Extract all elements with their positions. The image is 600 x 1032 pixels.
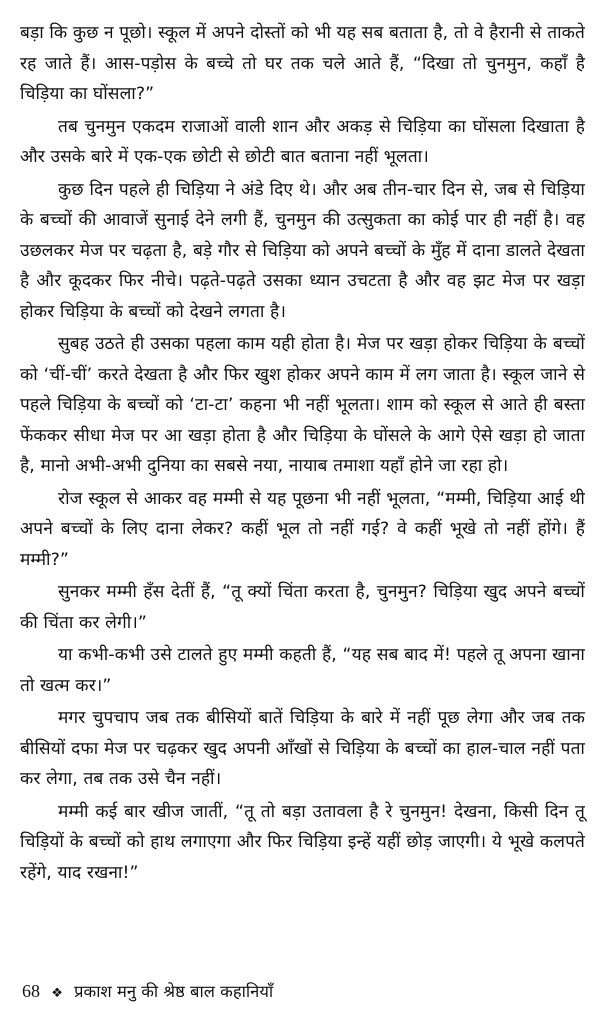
paragraph-7: या कभी-कभी उसे टालते हुए मम्मी कहती हैं, “यह सब बाद में! पहले तू अपना खाना तो खत्म कर।”: [20, 645, 585, 696]
page-body: [20, 18, 585, 890]
page-footer: [22, 978, 273, 1007]
paragraph-5: रोज स्कूल से आकर वह मम्मी से यह पूछना भी नहीं भूलता, “मम्मी, चिड़िया आई थी अपने बच्चों के लिए दाना लेकर? कहीं भूल तो नहीं गई? वे कहीं भूखे तो नहीं होंगे। हैं मम्मी?”: [20, 488, 585, 570]
paragraph-9: मम्मी कई बार खीज जातीं, “तू तो बड़ा उतावला है रे चुनमुन! देखना, किसी दिन तू चिड़ियों के बच्चों को हाथ लगाएगा और फिर चिड़िया इन्हें यहीं छोड़ जाएगी। ये भूखे कलपते रहेंगे, याद रखना!”: [20, 801, 585, 883]
ornament-icon: ❖: [51, 986, 63, 1001]
paragraph-6: सुनकर मम्मी हँस देतीं हैं, “तू क्यों चिंता करता है, चुनमुन? चिड़िया खुद अपने बच्चों की चिंता कर लेगी।”: [20, 582, 585, 633]
paragraph-2: तब चुनमुन एकदम राजाओं वाली शान और अकड़ से चिड़िया का घोंसला दिखाता है और उसके बारे में एक-एक छोटी से छोटी बात बताना नहीं भूलता।: [20, 116, 585, 167]
paragraph-3: कुछ दिन पहले ही चिड़िया ने अंडे दिए थे। और अब तीन-चार दिन से, जब से चिड़िया के बच्चों की आवाजें सुनाई देने लगी हैं, चुनमुन की उत्सुकता का कोई पार ही नहीं है। वह उछलकर मेज पर चढ़ता है, बड़े गौर से चिड़िया को अपने बच्चों के मुँह में दाना डालते देखता है और कूदकर फिर नीचे। पढ़ते-पढ़ते उसका ध्यान उचटता है और वह झट मेज पर खड़ा होकर चिड़िया के बच्चों को देखने लगता है।: [20, 179, 585, 322]
book-title: प्रकाश मनु की श्रेष्ठ बाल कहानियाँ: [74, 982, 274, 1001]
paragraph-1: बड़ा कि कुछ न पूछो। स्कूल में अपने दोस्तों को भी यह सब बताता है, तो वे हैरानी से ताकते रह जाते हैं। आस-पड़ोस के बच्चे तो घर तक चले आते हैं, “दिखा तो चुनमुन, कहाँ है चिड़िया का घोंसला?”: [20, 23, 585, 104]
page-number: 68: [22, 981, 40, 1001]
paragraph-4: सुबह उठते ही उसका पहला काम यही होता है। मेज पर खड़ा होकर चिड़िया के बच्चों को ‘चीं-चीं’ करते देखता है और फिर खुश होकर अपने काम में लग जाता है। स्कूल जाने से पहले चिड़िया के बच्चों को ‘टा-टा’ कहना भी नहीं भूलता। शाम को स्कूल से आते ही बस्ता फेंककर सीधा मेज पर आ खड़ा होता है और चिड़िया के घोंसले के आगे ऐसे खड़ा हो जाता है, मानो अभी-अभी दुनिया का सबसे नया, नायाब तमाशा यहाँ होने जा रहा हो।: [20, 334, 585, 476]
paragraph-8: मगर चुपचाप जब तक बीसियों बातें चिड़िया के बारे में नहीं पूछ लेगा और जब तक बीसियों दफा मेज पर चढ़कर खुद अपनी आँखों से चिड़िया के बच्चों का हाल-चाल नहीं पता कर लेगा, तब तक उसे चैन नहीं।: [20, 708, 585, 789]
